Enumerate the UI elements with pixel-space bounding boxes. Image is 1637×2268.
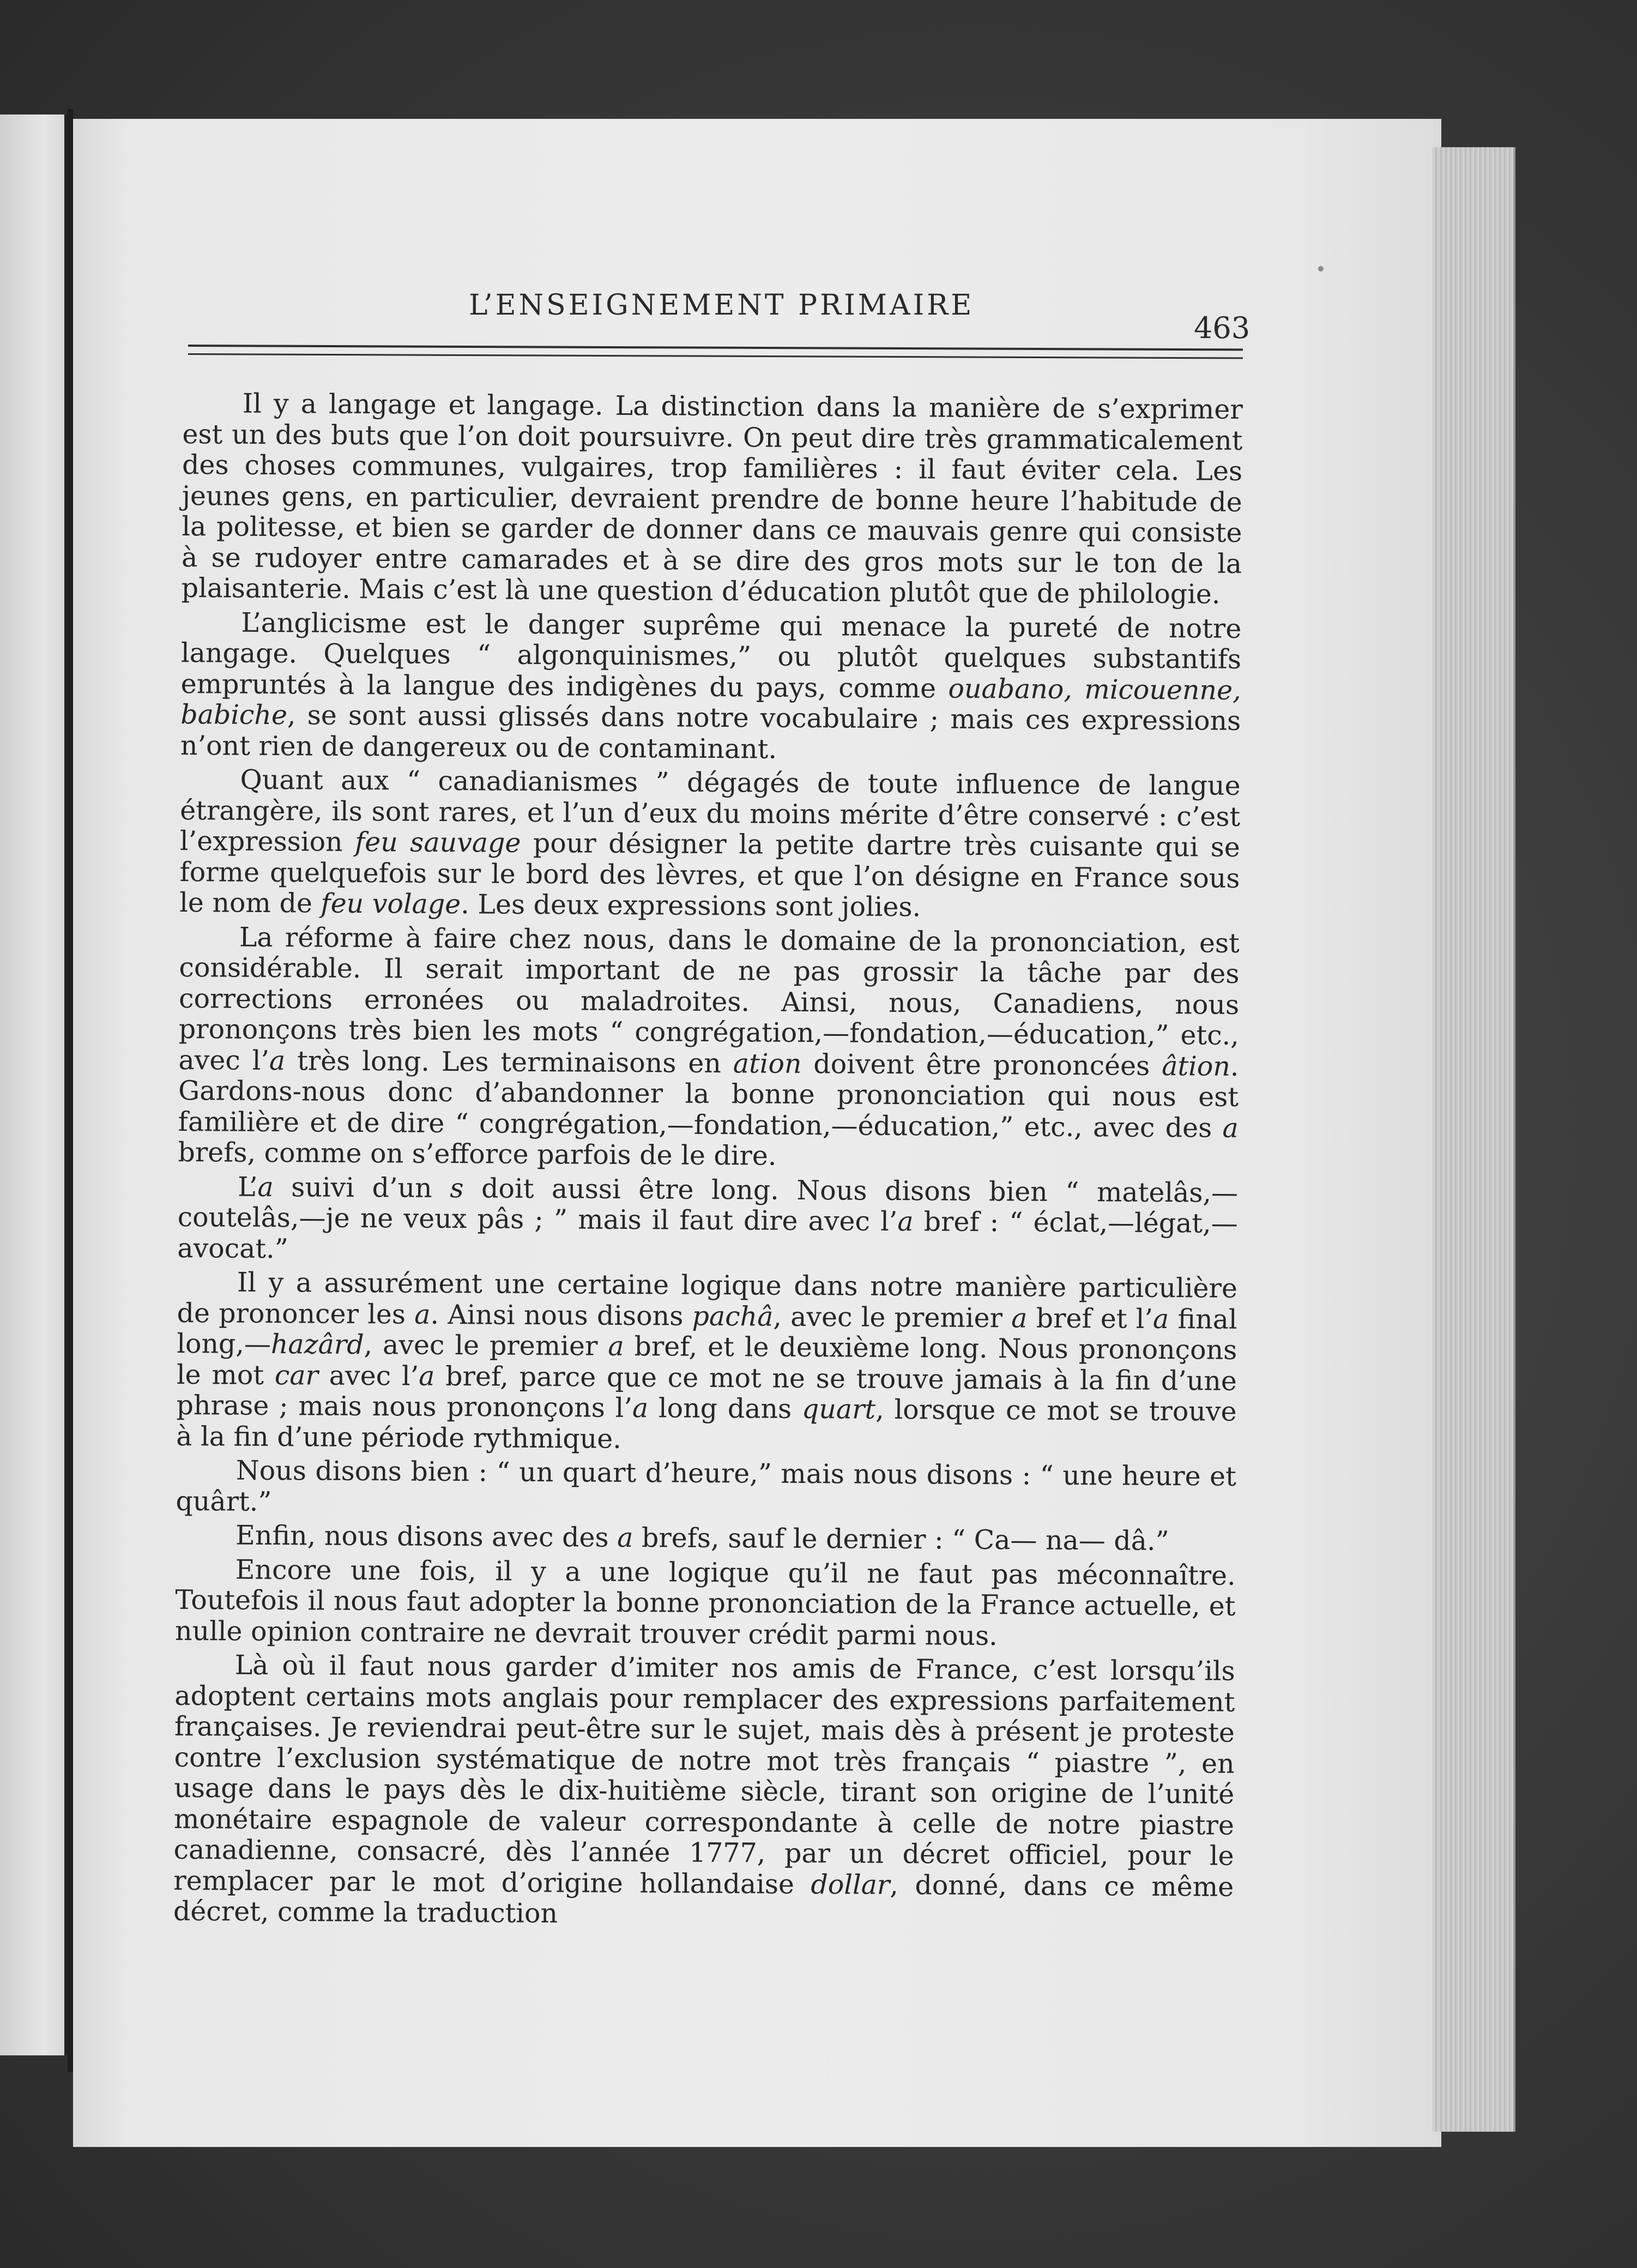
text-run: long dans: [648, 1392, 802, 1425]
text-run: . Les deux expressions sont jolies.: [461, 889, 921, 923]
text-run: Il y a langage et langage. La distinction dans la manière de s’exprimer est un des buts que l’on doit poursuivre. On peut dire très grammaticalement des choses communes, vulgaires, trop familières : il faut éviter cela. Les jeunes gens, en particulier, devraient prendre de bonne heure l’habitude de la politesse, et bien se garder de donner dans ce mauvais genre qui consiste à se rudoyer entre camarades et à se dire des gros mots sur le ton de la plaisanterie. Mais c’est là une question d’éducation plutôt que de philologie.: [181, 388, 1243, 610]
text-run: , lorsque ce mot se trouve à la fin d’une période rythmique.: [176, 1394, 1237, 1455]
italic-text: ouabano, micouenne, babiche: [180, 673, 1241, 731]
paragraph: [179, 764, 1241, 925]
italic-text: a: [617, 1522, 633, 1554]
paragraph: [177, 1171, 1238, 1270]
book-spine: [68, 109, 73, 2072]
text-run: Nous disons bien : “ un quart d’heure,” mais nous disons : “ une heure et quârt.”: [176, 1455, 1237, 1517]
text-run: bref, et le deuxième long. Nous prononçons le mot: [176, 1330, 1237, 1391]
paragraph: [180, 607, 1242, 767]
text-run: très long. Les terminaisons en: [285, 1045, 734, 1079]
italic-text: feu volage: [321, 888, 461, 920]
italic-text: âtion: [1162, 1050, 1231, 1082]
text-run: Là où il faut nous garder d’imiter nos amis de France, c’est lorsqu’ils adoptent certains mots anglais pour remplacer des expressions parfaitement françaises. Je reviendrai peut-être sur le sujet, mais dès à présent je proteste contre l’exclusion systématique de notre mot très français “ piastre ”, en usage dans le pays dès le dix-huitième siècle, tirant son origine de l’unité monétaire espagnole de valeur correspondante à celle de notre piastre canadienne, consacré, dès l’année 1777, par un décret officiel, pour le remplacer par le mot d’origine hollandaise: [173, 1649, 1235, 1900]
text-run: avec l’: [318, 1360, 419, 1392]
text-run: Quant aux “ canadianismes ” dégagés de toute influence de langue étrangère, ils sont rares, et l’un d’eux du moins mérite d’être conservé : c’est l’expression: [179, 764, 1241, 858]
text-run: suivi d’un: [273, 1171, 450, 1204]
paragraph: [176, 1520, 1236, 1557]
italic-text: car: [274, 1359, 319, 1391]
text-run: Enfin, nous disons avec des: [235, 1519, 618, 1553]
text-run: doit aussi être long. Nous disons bien “ matelâs,—coutelâs,—je ne veux pâs ; ” mais il faut dire avec l’: [177, 1172, 1239, 1238]
text-run: L’: [237, 1171, 258, 1203]
italic-text: dollar: [811, 1868, 890, 1901]
text-run: brefs, comme on s’efforce parfois de le dire.: [178, 1136, 777, 1172]
italic-text: a: [269, 1045, 286, 1076]
paragraph: [173, 1650, 1235, 1933]
page-number: 463: [1194, 311, 1251, 345]
italic-text: pachâ: [692, 1300, 774, 1332]
text-run: bref et l’: [1027, 1302, 1153, 1335]
paragraph: [182, 388, 1243, 610]
dust-speck: [1318, 266, 1324, 272]
italic-text: a: [257, 1171, 274, 1203]
italic-text: a: [1222, 1112, 1239, 1144]
text-run: , se sont aussi glissés dans notre vocabulaire ; mais ces expressions n’ont rien de dangereux ou de contaminant.: [180, 699, 1241, 765]
text-run: , avec le premier: [773, 1301, 1012, 1334]
italic-text: hazârd: [270, 1329, 364, 1361]
italic-text: a: [608, 1330, 624, 1362]
text-run: . Ainsi nous disons: [430, 1299, 692, 1332]
text-run: Encore une fois, il y a une logique qu’il ne faut pas méconnaître. Toutefois il nous faut adopter la bonne prononciation de la France actuelle, et nulle opinion contraire ne devrait trouver crédit parmi nous.: [174, 1554, 1236, 1651]
text-run: bref : “ éclat,—légat,—avocat.”: [177, 1206, 1238, 1264]
previous-page-edge: [0, 114, 68, 2055]
italic-text: a: [414, 1299, 431, 1330]
paragraph: [178, 921, 1240, 1174]
body-text: [173, 388, 1243, 2003]
text-run: pour désigner la petite dartre très cuisante qui se forme quelquefois sur le bord des lèvres, et que l’on désigne en France sous le nom de: [179, 827, 1241, 919]
italic-text: a: [1011, 1302, 1028, 1334]
text-run: . Gardons-nous donc d’abandonner la bonne prononciation qui nous est familière et de dire “ congrégation,—fondation,—éducation,” etc., avec des: [178, 1051, 1239, 1144]
paragraph: [176, 1267, 1237, 1458]
italic-text: a: [897, 1206, 914, 1238]
text-run: final long,—: [177, 1303, 1237, 1360]
text-run: L’anglicisme est le danger suprême qui menace la pureté de notre langage. Quelques “ algonquinismes,” ou plutôt quelques substantifs empruntés à la langue des indigènes du pays, comme: [180, 607, 1242, 704]
page-block-edges: [1433, 147, 1515, 2132]
italic-text: s: [450, 1172, 464, 1204]
text-run: bref, parce que ce mot ne se trouve jamais à la fin d’une phrase ; mais nous prononçons l’: [176, 1360, 1237, 1424]
italic-text: a: [419, 1360, 435, 1392]
paragraph: [176, 1455, 1236, 1523]
italic-text: feu sauvage: [354, 826, 521, 859]
text-run: brefs, sauf le dernier : “ Ca— na— dâ.”: [633, 1522, 1169, 1557]
paragraph: [175, 1554, 1236, 1652]
text-run: La réforme à faire chez nous, dans le domaine de la prononciation, est considérable. Il serait important de ne pas grossir la tâche par des corrections erronées ou maladroites. Ainsi, nous, Canadiens, nous prononçons très bien les mots “ congrégation,—fondation,—éducation,” etc., avec l’: [178, 921, 1240, 1076]
italic-text: quart: [801, 1393, 876, 1425]
italic-text: ation: [733, 1047, 802, 1079]
text-run: Il y a assurément une certaine logique dans notre manière particulière de prononcer les: [177, 1266, 1238, 1330]
text-run: , donné, dans ce même décret, comme la traduction: [173, 1869, 1234, 1929]
text-run: doivent être prononcées: [801, 1048, 1162, 1082]
italic-text: a: [632, 1392, 649, 1424]
italic-text: a: [1152, 1303, 1169, 1335]
text-run: , avec le premier: [364, 1329, 608, 1362]
running-head-title: L’ENSEIGNEMENT PRIMAIRE: [469, 289, 975, 322]
